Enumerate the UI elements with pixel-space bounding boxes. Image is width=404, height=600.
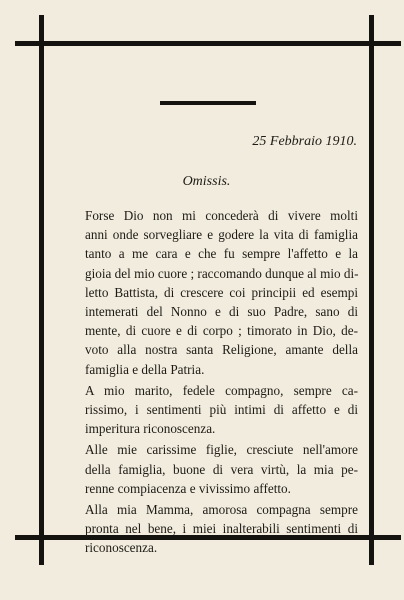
text-line: della famiglia, buone di vera virtù, la mia pe- [85,461,358,477]
document-date: 25 Febbraio 1910. [252,134,357,149]
text-line: Alle mie carissime figlie, cresciute nell'amore [85,442,358,458]
text-line: intemerati del Nonno e di suo Padre, sano di [85,304,358,320]
border-rule-top [15,41,401,46]
document-heading: Omissis. [182,174,231,189]
border-rule-left [39,15,44,565]
paragraph-3 [62,440,358,498]
text-line: Alla mia Mamma, amorosa compagna sempre [85,502,358,518]
text-line: Forse Dio non mi concederà di vivere molti [85,208,358,223]
text-line: mente, di cuore e di corpo ; timorato in Dio, de- [85,323,358,339]
paragraph-4 [62,500,358,558]
text-line: gioia del mio cuore ; raccomando dunque al mio di- [85,265,359,281]
paragraph-1 [62,206,358,379]
text-line: imperitura riconoscenza. [85,421,216,437]
text-line: letto Battista, di crescere coi principii ed esempi [85,284,358,300]
mourning-bar [160,101,256,105]
text-line: anni onde sorvegliare e godere la vita di famiglia [85,227,358,243]
text-line: riconoscenza. [85,540,158,556]
text-line: famiglia e della Patria. [85,361,205,377]
text-line: tanto a me cara e che fu sempre l'affetto e la [85,246,358,262]
paragraph-2 [62,381,358,439]
border-rule-right [369,15,374,565]
text-line: A mio marito, fedele compagno, sempre ca- [85,382,358,398]
text-line: rissimo, i sentimenti più intimi di affetto e di [85,402,358,418]
text-line: pronta nel bene, i miei inalterabili sentimenti di [85,521,358,537]
text-line: voto alla nostra santa Religione, amante della [85,342,358,358]
document-body [62,206,358,560]
text-line: renne compiacenza e vivissimo affetto. [85,480,291,496]
